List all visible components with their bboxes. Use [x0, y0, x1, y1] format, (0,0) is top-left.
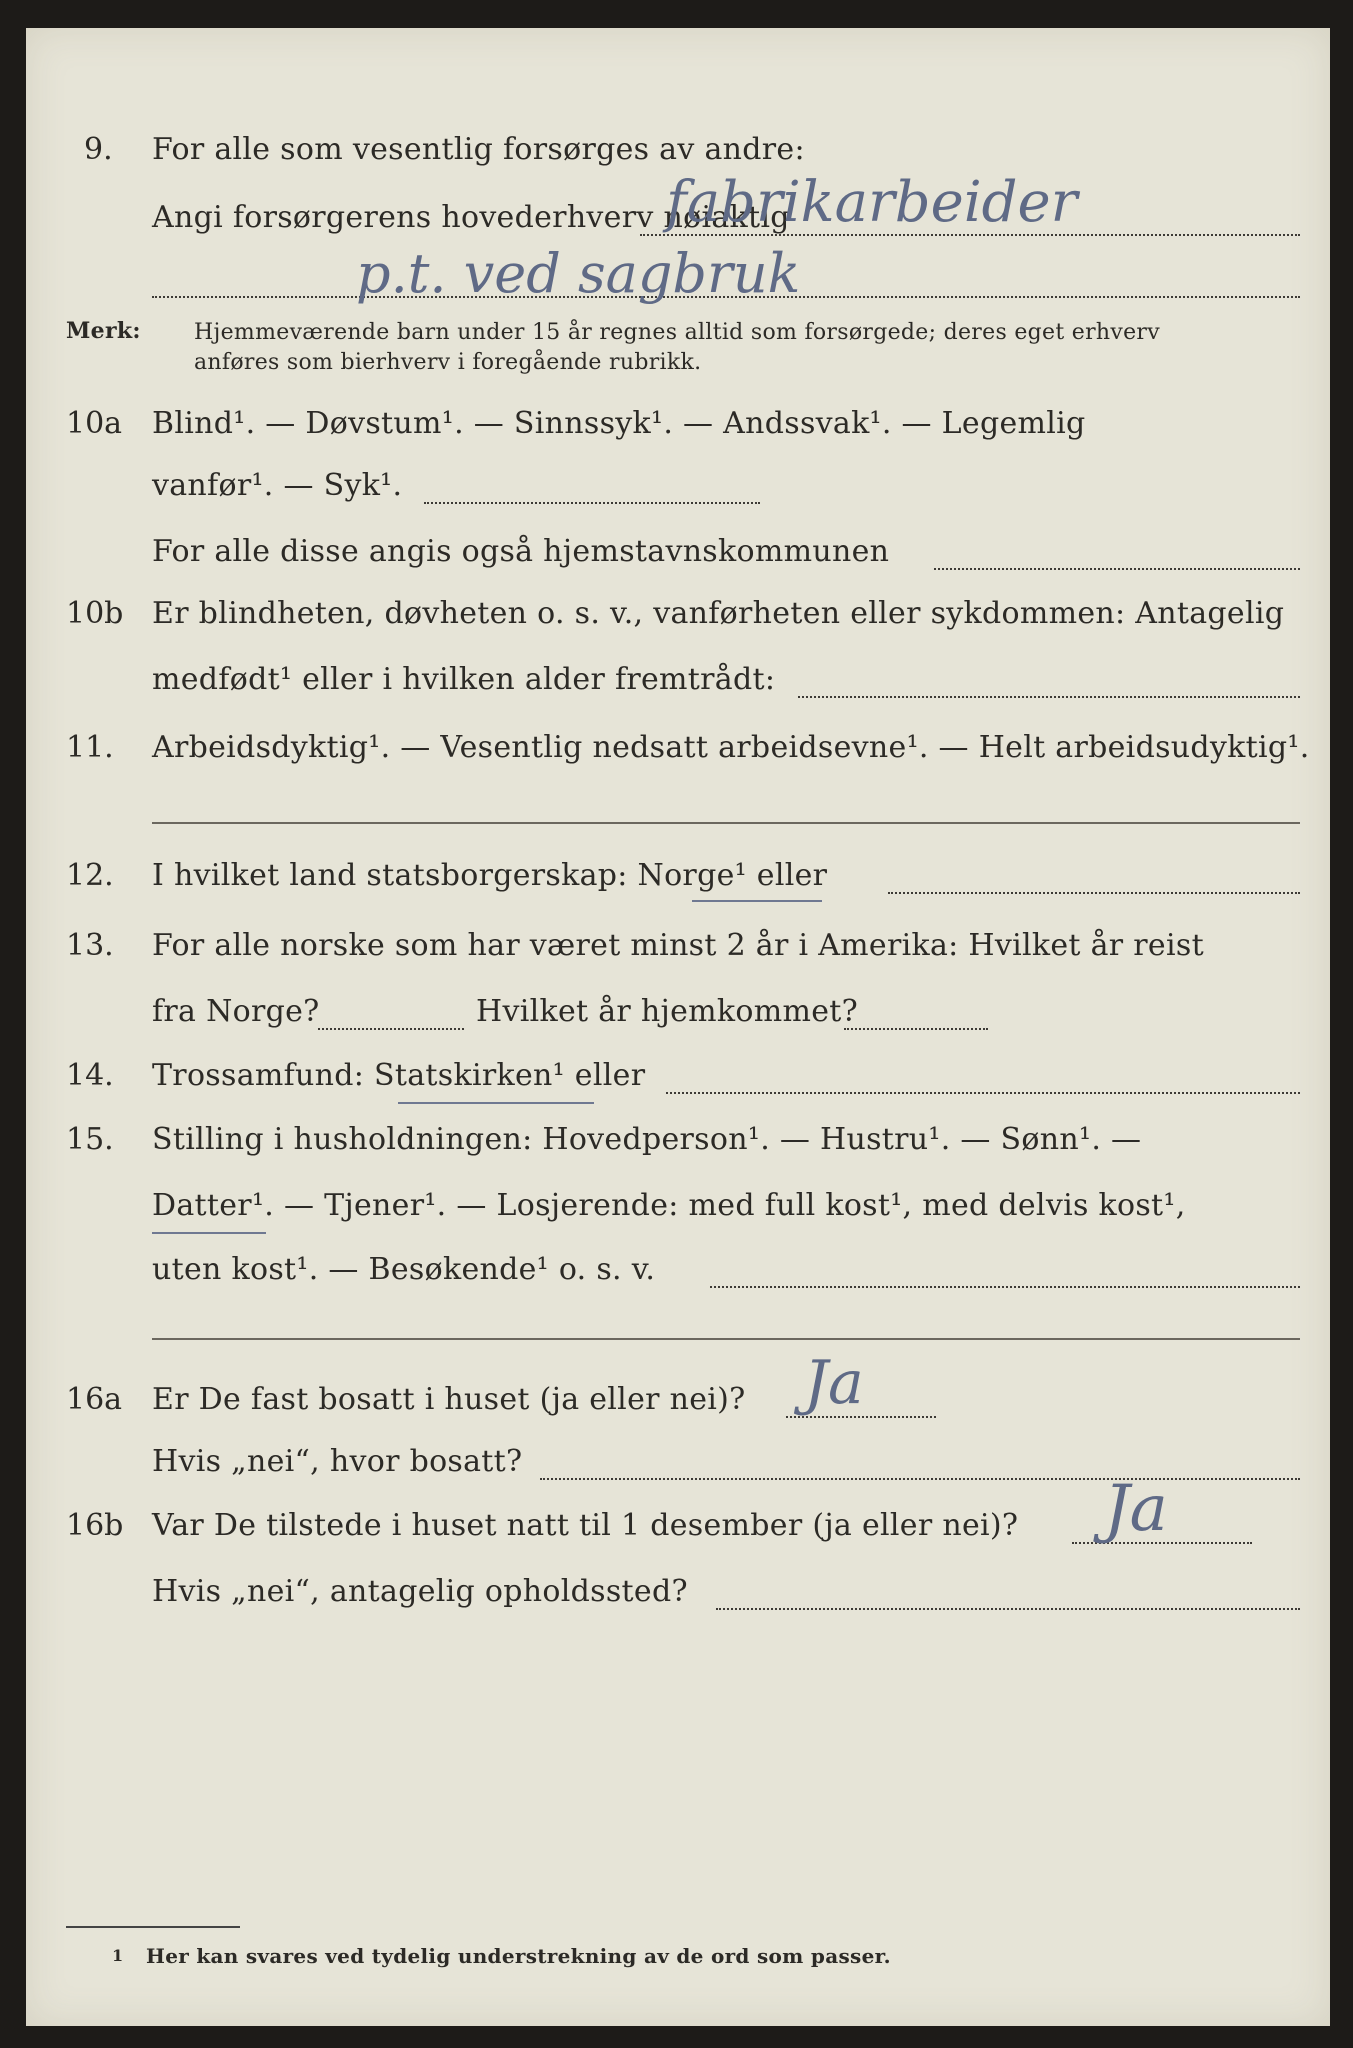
- q12-number: 12.: [66, 858, 114, 893]
- q12-answer-line: [888, 892, 1300, 894]
- q10a-line2: vanfør¹. — Syk¹.: [152, 468, 403, 503]
- q16b-whereabouts-line: [716, 1608, 1300, 1610]
- q12-norge-underline: [692, 900, 822, 902]
- footnote-mark: 1: [112, 1946, 124, 1965]
- q13-line1: For alle norske som har været minst 2 år i Amerika: Hvilket år reist: [152, 928, 1204, 963]
- q15-number: 15.: [66, 1122, 114, 1157]
- merk-line1: Hjemmeværende barn under 15 år regnes alltid som forsørgede; deres eget erhverv: [194, 320, 1160, 345]
- q9-number: 9.: [84, 132, 113, 167]
- q10b-number: 10b: [66, 596, 124, 631]
- q9-line2: Angi forsørgerens hovederhverv nøiaktig: [152, 200, 790, 235]
- q16a-line1: Er De fast bosatt i huset (ja eller nei)?: [152, 1382, 746, 1417]
- q13-return-line: [844, 1028, 988, 1030]
- q16a-answer: Ja: [804, 1348, 864, 1418]
- q10b-line2: medfødt¹ eller i hvilken alder fremtrådt:: [152, 662, 776, 697]
- q14-line1: Trossamfund: Statskirken¹ eller: [152, 1058, 646, 1093]
- q15-line3: uten kost¹. — Besøkende¹ o. s. v.: [152, 1252, 656, 1287]
- q11-answer-line: [152, 822, 1300, 824]
- q10a-line1: Blind¹. — Døvstum¹. — Sinnssyk¹. — Andssvak¹. — Legemlig: [152, 406, 1086, 441]
- q11-line1: Arbeidsdyktig¹. — Vesentlig nedsatt arbeidsevne¹. — Helt arbeidsudyktig¹.: [152, 730, 1310, 765]
- q12-line1: I hvilket land statsborgerskap: Norge¹ eller: [152, 858, 828, 893]
- q13-line2b: Hvilket år hjemkommet?: [476, 994, 859, 1029]
- q10a-municipality-line: [934, 568, 1300, 570]
- q10a-sick-line: [424, 502, 760, 504]
- q15-answer-line-2: [152, 1338, 1300, 1340]
- q16a-line2: Hvis „nei“, hvor bosatt?: [152, 1444, 523, 1479]
- q10a-line3: For alle disse angis også hjemstavnskommunen: [152, 534, 890, 569]
- footnote-text: Her kan svares ved tydelig understrekning av de ord som passer.: [146, 1944, 891, 1968]
- q9-answer-occupation: fabrikarbeider: [666, 170, 1078, 235]
- q15-datter-underline: [152, 1232, 266, 1234]
- merk-label: Merk:: [66, 318, 141, 344]
- q9-line1: For alle som vesentlig forsørges av andre:: [152, 132, 805, 167]
- q10b-line1: Er blindheten, døvheten o. s. v., vanførheten eller sykdommen: Antagelig: [152, 596, 1285, 631]
- footnote-rule: [66, 1926, 240, 1928]
- q13-departure-line: [318, 1028, 464, 1030]
- q13-number: 13.: [66, 928, 114, 963]
- q15-line1: Stilling i husholdningen: Hovedperson¹. — Hustru¹. — Sønn¹. —: [152, 1122, 1142, 1157]
- q16b-answer: Ja: [1104, 1472, 1168, 1546]
- q15-answer-line: [710, 1286, 1300, 1288]
- form-page: [26, 28, 1330, 2026]
- q16b-line1: Var De tilstede i huset natt til 1 desember (ja eller nei)?: [152, 1508, 1019, 1543]
- q9-answer-workplace: p.t. ved sagbruk: [356, 242, 801, 305]
- q14-statskirken-underline: [398, 1102, 594, 1104]
- q15-line2: Datter¹. — Tjener¹. — Losjerende: med full kost¹, med delvis kost¹,: [152, 1188, 1186, 1223]
- q10b-age-line: [798, 696, 1300, 698]
- q16b-number: 16b: [66, 1508, 124, 1543]
- q16a-number: 16a: [66, 1382, 123, 1417]
- q14-answer-line: [666, 1092, 1300, 1094]
- q16b-line2: Hvis „nei“, antagelig opholdssted?: [152, 1574, 688, 1609]
- q10a-number: 10a: [66, 406, 123, 441]
- merk-line2: anføres som bierhverv i foregående rubrikk.: [194, 350, 702, 375]
- q13-line2a: fra Norge?: [152, 994, 320, 1029]
- q11-number: 11.: [66, 730, 114, 765]
- q16a-residence-line: [540, 1478, 1300, 1480]
- q14-number: 14.: [66, 1058, 114, 1093]
